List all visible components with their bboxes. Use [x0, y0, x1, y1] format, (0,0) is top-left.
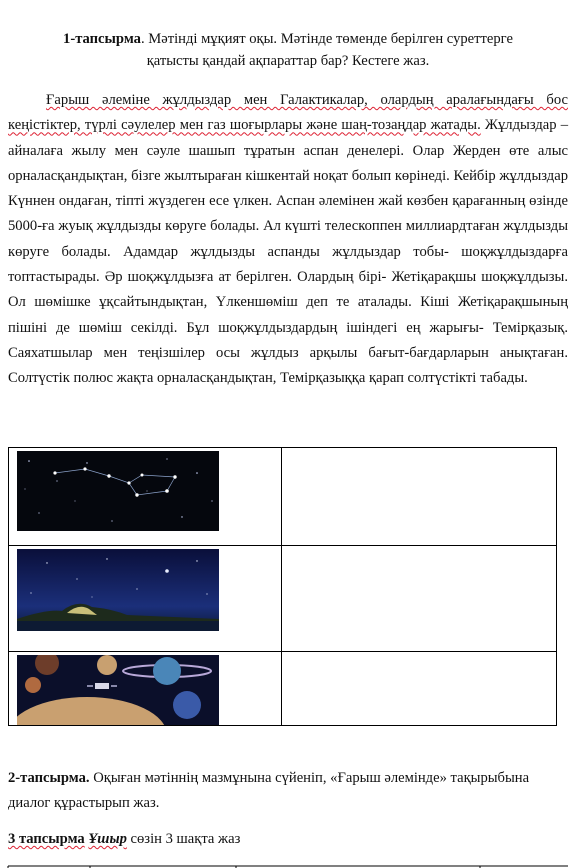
- task3: [8, 827, 558, 851]
- planets-satellite-image: [17, 655, 219, 725]
- task2: [8, 766, 558, 816]
- table-row: [9, 652, 557, 726]
- image-cell: [9, 448, 282, 546]
- image-cell: [9, 546, 282, 652]
- answer-cell[interactable]: [282, 652, 557, 726]
- task3-word: Ұшыр: [88, 831, 127, 847]
- task3-text: сөзін 3 шақта жаз: [126, 831, 241, 847]
- image-cell: [9, 652, 282, 726]
- answer-table: [8, 447, 557, 726]
- task2-label: 2-тапсырма.: [8, 770, 90, 786]
- task1-label: 1-тапсырма: [63, 31, 141, 47]
- main-paragraph: [8, 88, 568, 392]
- table-row: [9, 448, 557, 546]
- answer-cell[interactable]: [282, 448, 557, 546]
- paragraph-first-sentence: Ғарыш әлеміне жұлдыздар мен Галактикалар, олардың аралағындағы бос кеңістіктер, түрлі сәулелер мен газ шоғырлары және шаң-тозаңдар жатады.: [8, 92, 568, 134]
- task3-label: 3 тапсырма: [8, 831, 85, 847]
- big-dipper-image: [17, 451, 219, 531]
- task1-line1: . Мәтінді мұқият оқы. Мәтінде төменде берілген суреттерге: [140, 31, 513, 47]
- night-sky-island-image: [17, 549, 219, 631]
- paragraph-rest: Жұлдыздар – айналаға жылу мен сәуле шашып тұратын аспан денелері. Олар Жерден өте алыс орналасқандықтан, бізге жылтыраған кішкентай ноқат болып көрінеді. Кейбір жұлдыздар Күннен ондаған, тіпті жүздеген есе үлкен. Аспан әлемінен жай көзбен қарағанның өзінде 5000-ға жуық жұлдызды көруге болады. Ал күшті телескоппен миллиардтаған жұлдызды көруге болады. Адамдар жұлдызды аспанды жұлдыздар тобы- шоқжұлдыздарға топтастырады. Әр шоқжұлдызға ат берілген. Олардың бірі- Жетіқарақшы шоқжұлдызы. Ол шөмішке ұқсайтындықтан, Үлкеншөміш деп те аталады. Кіші Жетіқарақшының пішіні де шөміш секілді. Бұл шоқжұлдыздардың ішіндегі ең жарығы- Темірқазық. Саяхатшылар мен теңізшілер осы жұлдыз арқылы бағыт-бағдарларын анықтаған. Солтүстік полюс жақта орналасқандықтан, Темірқазыққа қарап солтүстікті табады.: [8, 117, 568, 387]
- task1-line2: қатысты қандай ақпараттар бар? Кестеге жаз.: [146, 53, 430, 69]
- table-border-fragment: [0, 860, 576, 868]
- task2-text: Оқыған мәтіннің мазмұнына сүйеніп, «Ғарыш әлемінде» тақырыбына диалог құрастырып жаз.: [8, 770, 530, 811]
- answer-cell[interactable]: [282, 546, 557, 652]
- task1-heading: [20, 28, 556, 72]
- table-row: [9, 546, 557, 652]
